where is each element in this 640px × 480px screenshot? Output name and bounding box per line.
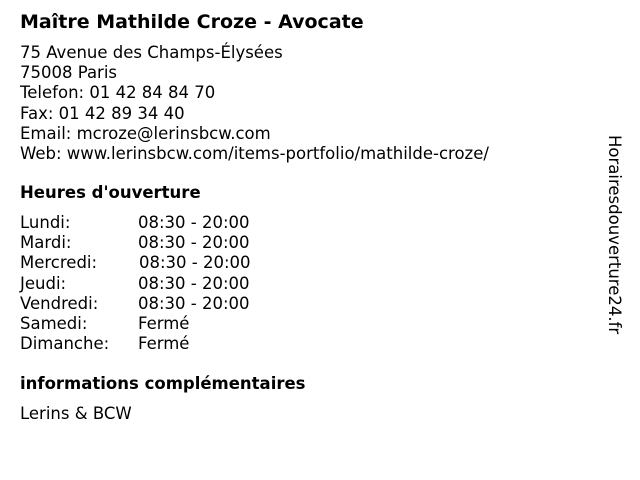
day-label: Mardi: [20,233,72,253]
web-line: Web: www.lerinsbcw.com/items-portfolio/mathilde-croze/ [20,143,489,163]
fax-line: Fax: 01 42 89 34 40 [20,103,185,123]
day-label: Dimanche: [20,334,110,354]
phone-line: Telefon: 01 42 84 84 70 [20,83,216,103]
side-brand-watermark: Horairesdouverture24.fr [605,135,624,335]
address-line-2: 75008 Paris [20,63,118,83]
contact-block [20,43,489,164]
time-value: Fermé [138,313,190,333]
info-text: Lerins & BCW [20,404,132,423]
time-value: 08:30 - 20:00 [138,273,250,293]
info-heading: informations complémentaires [20,374,306,393]
day-label: Lundi: [20,213,71,232]
time-value: 08:30 - 20:00 [139,253,251,273]
address-line-1: 75 Avenue des Champs-Élysées [20,43,283,62]
time-value: 08:30 - 20:00 [138,213,250,232]
time-value: Fermé [138,334,190,354]
day-label: Mercredi: [20,253,98,273]
time-value: 08:30 - 20:00 [138,293,250,313]
time-value: 08:30 - 20:00 [138,233,250,253]
hours-heading: Heures d'ouverture [20,183,201,202]
day-label: Jeudi: [20,273,67,293]
day-label: Vendredi: [20,293,99,313]
email-line: Email: mcroze@lerinsbcw.com [20,123,271,143]
page-title: Maître Mathilde Croze - Avocate [20,11,364,33]
day-label: Samedi: [20,313,88,333]
